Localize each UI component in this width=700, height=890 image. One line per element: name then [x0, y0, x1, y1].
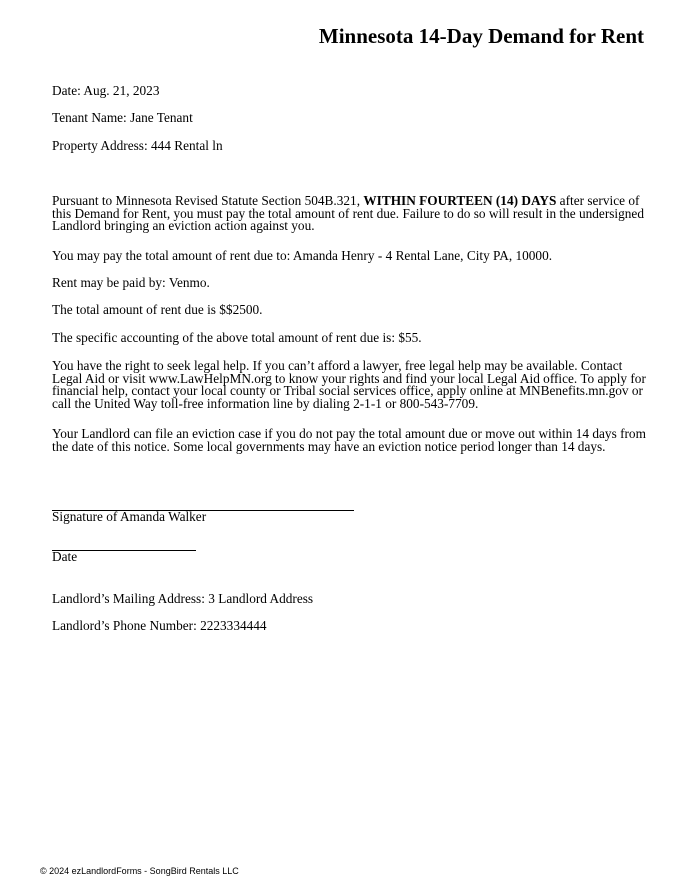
- intro-paragraph: [52, 195, 652, 233]
- document-title: Minnesota 14-Day Demand for Rent: [318, 24, 644, 48]
- legal-help-paragraph: You have the right to seek legal help. If you can’t afford a lawyer, free legal help may be available. Contact Legal Aid or visit www.LawHelpMN.org to know your rights and find your local Legal Aid office. To apply for financial help, contact your local county or Tribal social services office, apply online at MNBenefits.mn.gov or call the United Way toll-free information line by dialing 2-1-1 or 800-543-7709.: [52, 358, 646, 411]
- total-due-paragraph: The total amount of rent due is $$2500.: [52, 302, 263, 317]
- footer-copyright: © 2024 ezLandlordForms - SongBird Rentals LLC: [40, 866, 239, 876]
- landlord-mailing-address: Landlord’s Mailing Address: 3 Landlord Address: [52, 591, 314, 606]
- signature-label: Signature of Amanda Walker: [52, 509, 207, 524]
- intro-text-cont: after service of this Demand for Rent, you must pay the total amount of rent due. Failure to do so will result in the undersigned Landlord bringing an eviction action against you.: [52, 193, 644, 234]
- landlord-phone: Landlord’s Phone Number: 2223334444: [52, 618, 267, 633]
- tenant-name-field: Tenant Name: Jane Tenant: [52, 110, 193, 125]
- eviction-notice-paragraph: Your Landlord can file an eviction case if you do not pay the total amount due or move out within 14 days from the date of this notice. Some local governments may have an eviction notice period longer than 14 days.: [52, 426, 646, 454]
- intro-deadline: WITHIN FOURTEEN (14) DAYS: [363, 193, 557, 208]
- date-field: Date: Aug. 21, 2023: [52, 83, 160, 98]
- property-address-field: Property Address: 444 Rental ln: [52, 138, 223, 153]
- pay-to-paragraph: You may pay the total amount of rent due to: Amanda Henry - 4 Rental Lane, City PA, 10000.: [52, 248, 553, 263]
- signature-date-label: Date: [52, 549, 78, 564]
- accounting-paragraph: The specific accounting of the above total amount of rent due is: $55.: [52, 330, 422, 345]
- intro-text: Pursuant to Minnesota Revised Statute Section 504B.321,: [52, 193, 364, 208]
- pay-method-paragraph: Rent may be paid by: Venmo.: [52, 275, 210, 290]
